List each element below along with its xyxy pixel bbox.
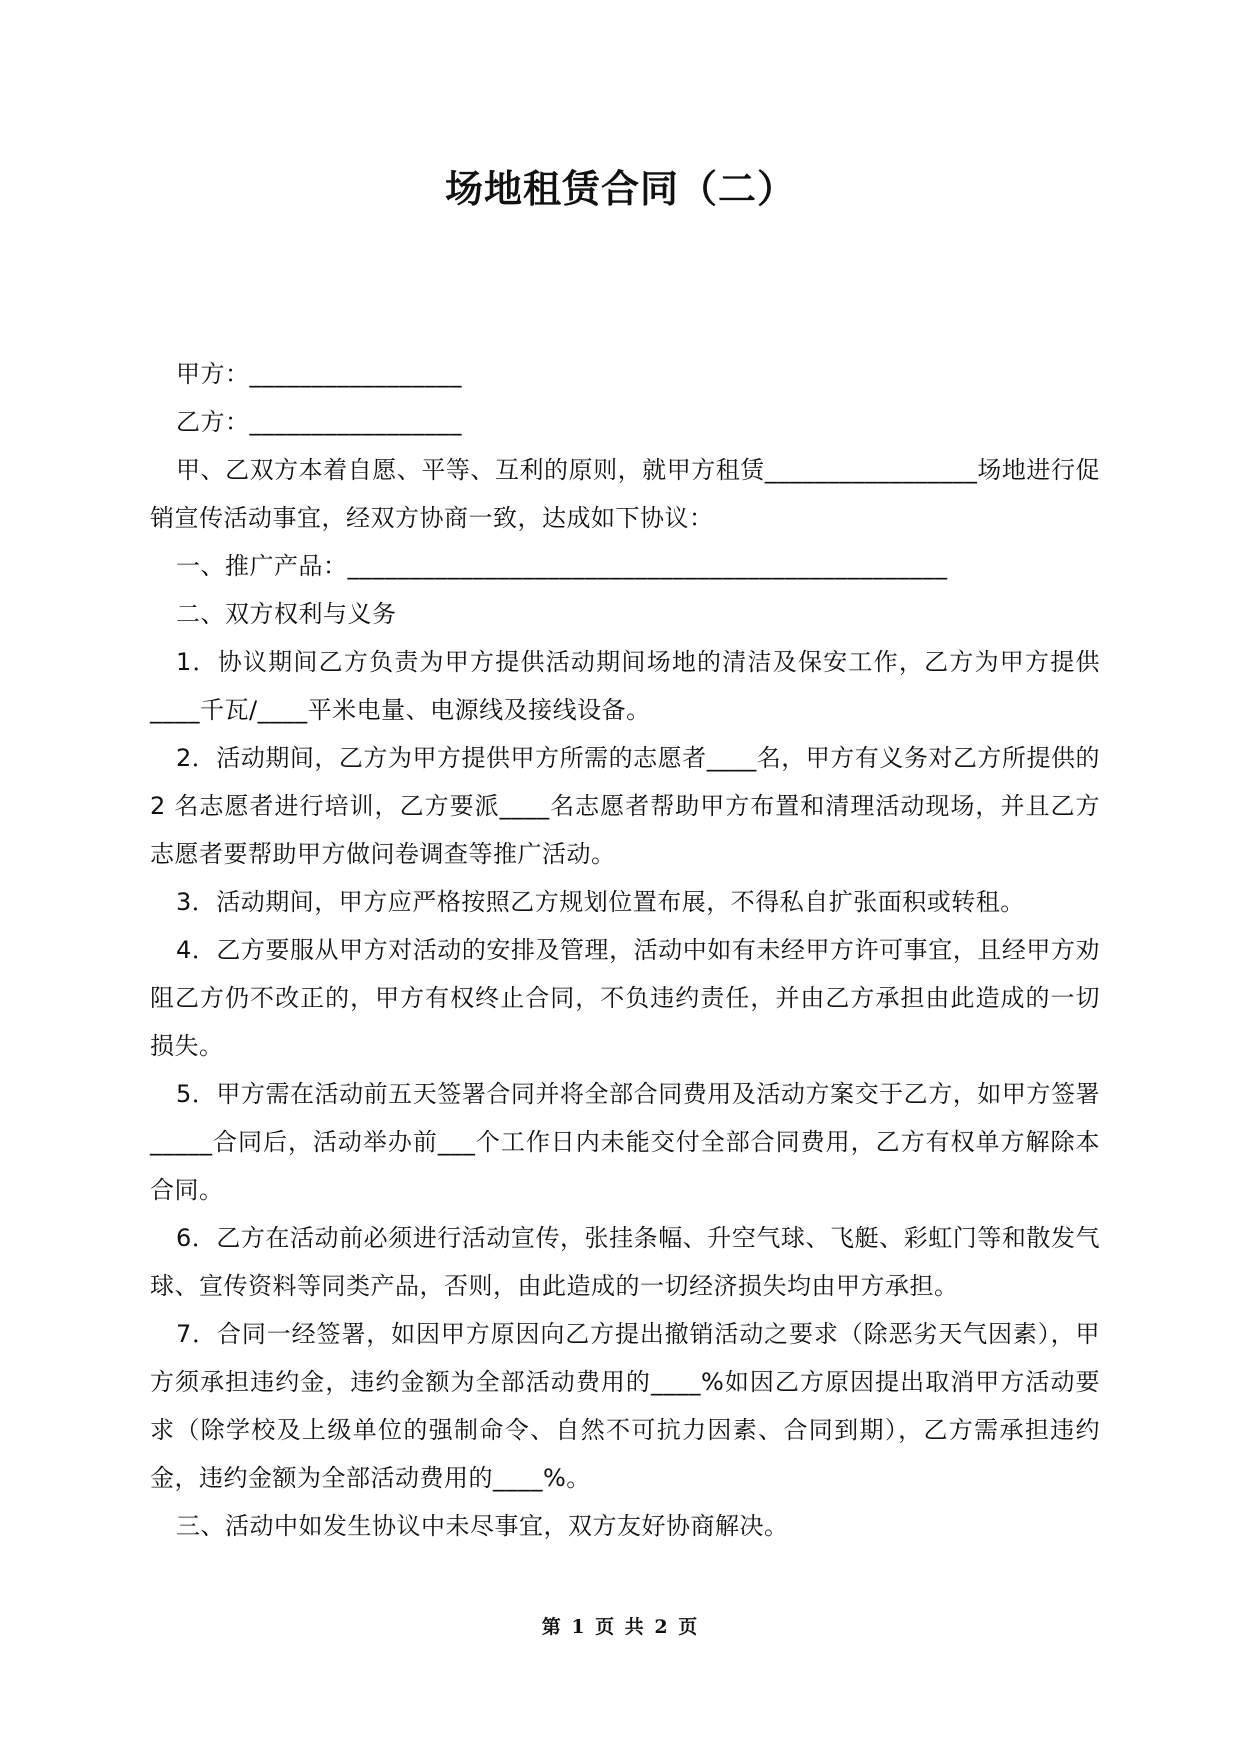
section-3-paragraph: 三、活动中如发生协议中未尽事宜，双方友好协商解决。 [176, 1512, 789, 1540]
section-1-promoted-product: 一、推广产品：________________________________________________ [176, 552, 948, 580]
clause-3: 3．活动期间，甲方应严格按照乙方规划位置布展，不得私自扩张面积或转租。 [176, 888, 1025, 916]
page-footer: 第 1 页 共 2 页 [541, 1616, 700, 1638]
clause-1: 1．协议期间乙方负责为甲方提供活动期间场地的清洁及保安工作，乙方为甲方提供____千瓦/____平米电量、电源线及接线设备。 [150, 648, 1100, 724]
section-2-heading: 二、双方权利与义务 [176, 600, 397, 628]
document-body [150, 350, 1100, 1550]
clause-2: 2．活动期间，乙方为甲方提供甲方所需的志愿者____名，甲方有义务对乙方所提供的 2 名志愿者进行培训，乙方要派____名志愿者帮助甲方布置和清理活动现场，并且乙方志愿者要帮助甲方做问卷调查等推广活动。 [150, 744, 1100, 868]
clause-4: 4．乙方要服从甲方对活动的安排及管理，活动中如有未经甲方许可事宜，且经甲方劝阻乙方仍不改正的，甲方有权终止合同，不负违约责任，并由乙方承担由此造成的一切损失。 [150, 936, 1100, 1060]
preamble-paragraph: 甲、乙双方本着自愿、平等、互利的原则，就甲方租赁_________________场地进行促销宣传活动事宜，经双方协商一致，达成如下协议： [150, 456, 1100, 532]
clause-5: 5．甲方需在活动前五天签署合同并将全部合同费用及活动方案交于乙方，如甲方签署_____合同后，活动举办前___个工作日内未能交付全部合同费用，乙方有权单方解除本合同。 [150, 1080, 1100, 1204]
party-a-line: 甲方：_________________ [176, 360, 462, 388]
clause-6: 6．乙方在活动前必须进行活动宣传，张挂条幅、升空气球、飞艇、彩虹门等和散发气球、宣传资料等同类产品，否则，由此造成的一切经济损失均由甲方承担。 [150, 1224, 1100, 1300]
clause-7: 7．合同一经签署，如因甲方原因向乙方提出撤销活动之要求（除恶劣天气因素），甲方须承担违约金，违约金额为全部活动费用的____%如因乙方原因提出取消甲方活动要求（除学校及上级单位的强制命令、自然不可抗力因素、合同到期），乙方需承担违约金，违约金额为全部活动费用的____%。 [150, 1320, 1100, 1492]
party-b-line: 乙方：_________________ [176, 408, 462, 436]
document-title: 场地租赁合同（二） [444, 167, 796, 211]
